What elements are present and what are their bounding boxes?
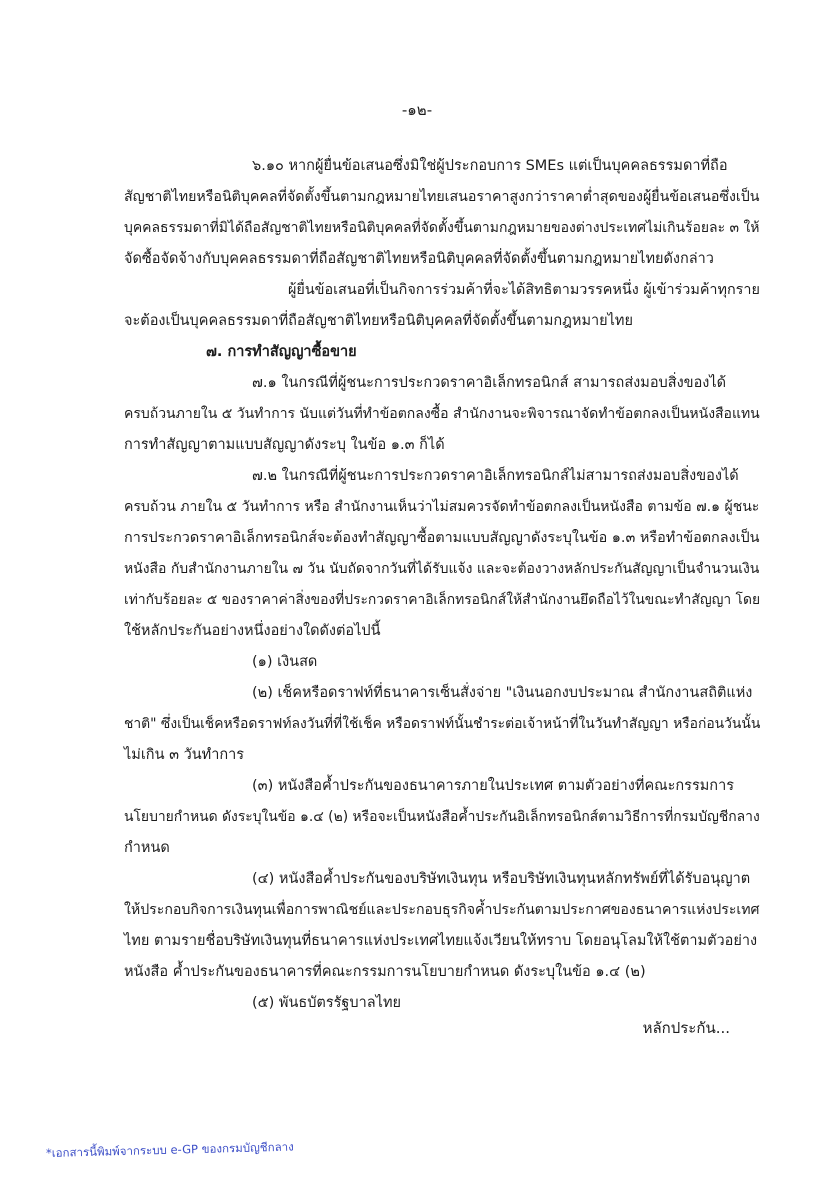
- list-item: (๑) เงินสด: [252, 654, 318, 670]
- text-line: ชาติ" ซึ่งเป็นเช็คหรือดราฟท์ลงวันที่ที่ใช้เช็ค หรือดราฟท์นั้นชำระต่อเจ้าหน้าที่ในวันทำสัญญา หรือก่อนวันนั้น: [124, 716, 761, 732]
- text-line: บุคคลธรรมดาที่มิได้ถือสัญชาติไทยหรือนิติบุคคลที่จัดตั้งขึ้นตามกฎหมายของต่างประเทศไม่เกินร้อยละ ๓ ให้: [124, 220, 760, 236]
- text-line: นโยบายกำหนด ดังระบุในข้อ ๑.๔ (๒) หรือจะเป็นหนังสือค้ำประกันอิเล็กทรอนิกส์ตามวิธีการที่กรมบัญชีกลาง: [124, 809, 760, 825]
- text-line: ครบถ้วนภายใน ๕ วันทำการ นับแต่วันที่ทำข้อตกลงซื้อ สำนักงานจะพิจารณาจัดทำข้อตกลงเป็นหนังสือแทน: [124, 406, 760, 422]
- continuation-text: หลักประกัน...: [642, 1019, 730, 1037]
- text-line: เท่ากับร้อยละ ๕ ของราคาค่าสิ่งของที่ประกวดราคาอิเล็กทรอนิกส์ให้สำนักงานยึดถือไว้ในขณะทำสัญญา โดย: [124, 592, 761, 608]
- text-line: หนังสือ ค้ำประกันของธนาคารที่คณะกรรมการนโยบายกำหนด ดังระบุในข้อ ๑.๔ (๒): [124, 964, 646, 980]
- list-item: (๒) เช็คหรือดราฟท์ที่ธนาคารเซ็นสั่งจ่าย "เงินนอกงบประมาณ สำนักงานสถิติแห่ง: [252, 685, 753, 701]
- text-line: การประกวดราคาอิเล็กทรอนิกส์จะต้องทำสัญญาซื้อตามแบบสัญญาดังระบุในข้อ ๑.๓ หรือทำข้อตกลงเป็น: [124, 530, 760, 546]
- list-item: (๕) พันธบัตรรัฐบาลไทย: [252, 995, 401, 1011]
- text-line: กำหนด: [124, 840, 170, 856]
- text-line: หนังสือ กับสำนักงานภายใน ๗ วัน นับถัดจากวันที่ได้รับแจ้ง และจะต้องวางหลักประกันสัญญาเป็นจำนวนเงิน: [124, 561, 760, 577]
- list-item: (๓) หนังสือค้ำประกันของธนาคารภายในประเทศ ตามตัวอย่างที่คณะกรรมการ: [252, 778, 735, 794]
- text-line: ผู้ยื่นข้อเสนอที่เป็นกิจการร่วมค้าที่จะได้สิทธิตามวรรคหนึ่ง ผู้เข้าร่วมค้าทุกราย: [288, 282, 760, 298]
- egp-footer-note: *เอกสารนี้พิมพ์จากระบบ e-GP ของกรมบัญชีกลาง: [45, 1139, 294, 1160]
- text-line: ใช้หลักประกันอย่างหนึ่งอย่างใดดังต่อไปนี้: [124, 623, 381, 639]
- text-line: สัญชาติไทยหรือนิติบุคคลที่จัดตั้งขึ้นตามกฎหมายไทยเสนอราคาสูงกว่าราคาต่ำสุดของผู้ยื่นข้อเสนอซึ่งเป็น: [124, 189, 760, 205]
- section-heading: ๗. การทำสัญญาซื้อขาย: [206, 344, 357, 360]
- text-line: ๗.๒ ในกรณีที่ผู้ชนะการประกวดราคาอิเล็กทรอนิกส์ไม่สามารถส่งมอบสิ่งของได้: [252, 468, 739, 484]
- text-line: ไม่เกิน ๓ วันทำการ: [124, 747, 245, 763]
- text-line: จะต้องเป็นบุคคลธรรมดาที่ถือสัญชาติไทยหรือนิติบุคคลที่จัดตั้งขึ้นตามกฎหมายไทย: [124, 313, 633, 329]
- text-line: ๗.๑ ในกรณีที่ผู้ชนะการประกวดราคาอิเล็กทรอนิกส์ สามารถส่งมอบสิ่งของได้: [252, 375, 727, 391]
- text-line: ไทย ตามรายชื่อบริษัทเงินทุนที่ธนาคารแห่งประเทศไทยแจ้งเวียนให้ทราบ โดยอนุโลมให้ใช้ตามตัวอย่าง: [124, 933, 758, 949]
- text-line: ให้ประกอบกิจการเงินทุนเพื่อการพาณิชย์และประกอบธุรกิจค้ำประกันตามประกาศของธนาคารแห่งประเทศ: [124, 902, 760, 918]
- text-line: จัดซื้อจัดจ้างกับบุคคลธรรมดาที่ถือสัญชาติไทยหรือนิติบุคคลที่จัดตั้งขึ้นตามกฎหมายไทยดังกล่าว: [124, 251, 714, 267]
- list-item: (๔) หนังสือค้ำประกันของบริษัทเงินทุน หรือบริษัทเงินทุนหลักทรัพย์ที่ได้รับอนุญาต: [252, 871, 751, 887]
- page-number: -๑๒-: [401, 101, 433, 119]
- text-line: การทำสัญญาตามแบบสัญญาดังระบุ ในข้อ ๑.๓ ก็ได้: [124, 437, 445, 453]
- text-line: ครบถ้วน ภายใน ๕ วันทำการ หรือ สำนักงานเห็นว่าไม่สมควรจัดทำข้อตกลงเป็นหนังสือ ตามข้อ ๗.๑ ผู้ชนะ: [124, 499, 760, 515]
- text-line: ๖.๑๐ หากผู้ยื่นข้อเสนอซึ่งมิใช่ผู้ประกอบการ SMEs แต่เป็นบุคคลธรรมดาที่ถือ: [252, 158, 728, 174]
